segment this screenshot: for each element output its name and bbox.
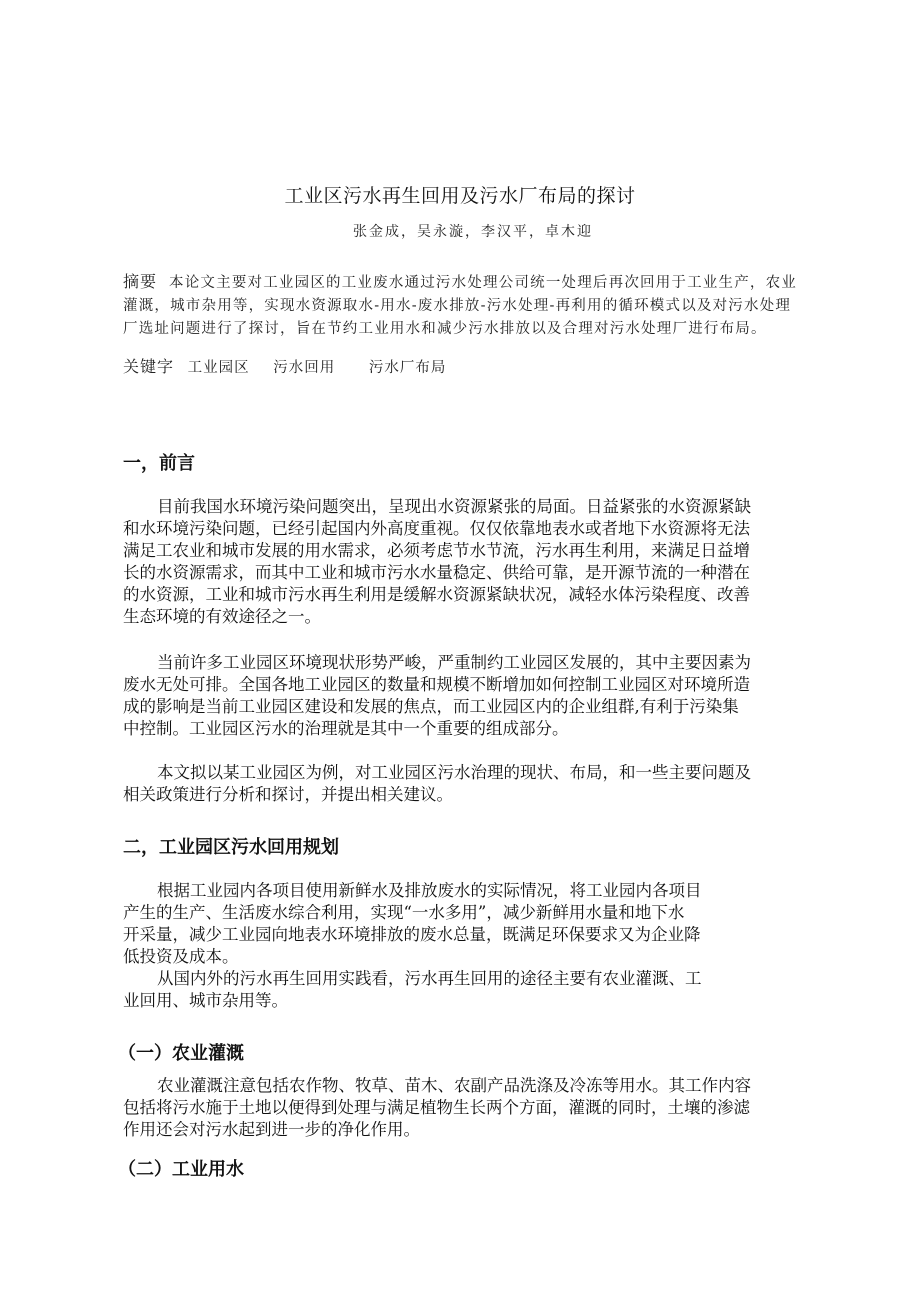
paragraph-line: 成的影响是当前工业园区建设和发展的焦点，而工业园区内的企业组群,有利于污染集 [123,697,739,716]
paragraph-line: 本文拟以某工业园区为例，对工业园区污水治理的现状、布局，和一些主要问题及 [157,763,751,782]
subsection-heading-agriculture: （一）农业灌溉 [118,1043,244,1064]
paragraph-line: 低投资及成本。 [123,947,239,966]
paragraph-line: 当前许多工业园区环境现状形势严峻，严重制约工业园区发展的，其中主要因素为 [157,653,751,672]
abstract-line: 本论文主要对工业园区的工业废水通过污水处理公司统一处理后再次回用于工业生产，农业 [169,275,798,291]
abstract-label: 摘要 [123,272,158,291]
author-list: 张金成，吴永漩，李汉平，卓木迎 [353,224,593,240]
paragraph-line: 开采量，减少工业园向地表水环境排放的废水总量，既满足环保要求又为企业降 [123,925,701,944]
section-heading-reuse-planning: 二，工业园区污水回用规划 [123,837,339,858]
paragraph-line: 业回用、城市杂用等。 [123,991,288,1010]
paragraph-line: 包括将污水施于土地以便得到处理与满足植物生长两个方面，灌溉的同时，土壤的渗滤 [123,1098,750,1117]
paragraph [123,968,783,1012]
paragraph [123,880,783,968]
keyword: 污水厂布局 [368,360,447,376]
paragraph-line: 相关政策进行分析和探讨，并提出相关建议。 [123,785,453,804]
paragraph-line: 从国内外的污水再生回用实践看，污水再生回用的途径主要有农业灌溉、工 [157,969,702,988]
paragraph-line: 满足工农业和城市发展的用水需求，必须考虑节水节流，污水再生利用，来满足日益增 [123,541,750,560]
paragraph-line: 根据工业园内各项目使用新鲜水及排放废水的实际情况，将工业园内各项目 [157,881,702,900]
paragraph [123,496,829,628]
paragraph-line: 产生的生产、生活废水综合利用，实现“一水多用”，减少新鲜用水量和地下水 [123,903,685,922]
keywords-label: 关键字 [123,357,175,376]
keyword: 工业园区 [187,360,250,376]
keywords [123,354,464,377]
paper-title: 工业区污水再生回用及污水厂布局的探讨 [284,185,636,207]
paragraph-line: 中控制。工业园区污水的治理就是其中一个重要的组成部分。 [123,719,569,738]
paragraph-line: 目前我国水环境污染问题突出，呈现出水资源紧张的局面。日益紧张的水资源紧缺 [157,497,751,516]
abstract-line: 厂选址问题进行了探讨，旨在节约工业用水和减少污水排放以及合理对污水处理厂进行布局。 [123,321,767,337]
section-heading-intro: 一，前言 [123,453,195,474]
keyword: 污水回用 [273,360,336,376]
paragraph-line: 和水环境污染问题，已经引起国内外高度重视。仅仅依靠地表水或者地下水资源将无法 [123,519,750,538]
abstract [123,270,829,341]
paragraph-line: 作用还会对污水起到进一步的净化作用。 [123,1120,420,1139]
paragraph [123,652,829,740]
paragraph-line: 废水无处可排。全国各地工业园区的数量和规模不断增加如何控制工业园区对环境所造 [123,675,750,694]
subsection-heading-industrial-water: （二）工业用水 [118,1159,244,1180]
paragraph-line: 的水资源，工业和城市污水再生利用是缓解水资源紧缺状况，减轻水体污染程度、改善 [123,585,750,604]
abstract-line: 灌溉，城市杂用等，实现水资源取水-用水-废水排放-污水处理-再利用的循环模式以及对污水处理 [123,298,792,314]
paragraph-line: 生态环境的有效途径之一。 [123,607,321,626]
paragraph [123,762,829,806]
paragraph-line: 农业灌溉注意包括农作物、牧草、苗木、农副产品洗涤及冷冻等用水。其工作内容 [157,1076,751,1095]
paragraph-line: 长的水资源需求，而其中工业和城市污水水量稳定、供给可靠，是开源节流的一种潜在 [123,563,750,582]
paragraph [123,1075,829,1141]
